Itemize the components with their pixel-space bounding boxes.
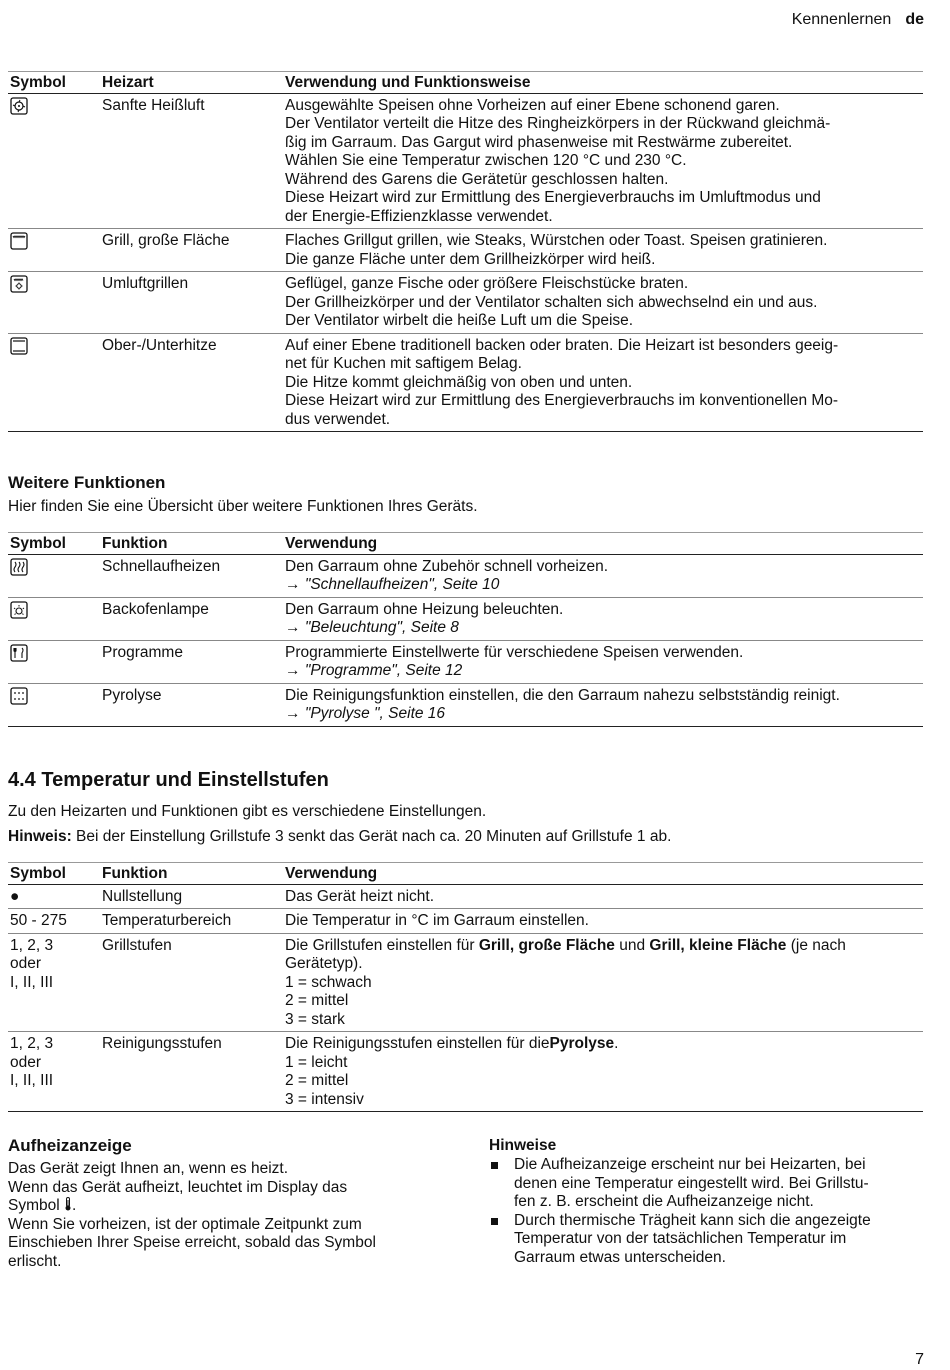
heizart-name: Sanfte Heißluft: [100, 93, 283, 229]
section-intro: Zu den Heizarten und Funktionen gibt es verschiedene Einstellungen.: [8, 803, 487, 820]
gentle-convection-icon: [10, 97, 28, 115]
table-header-row: [8, 533, 923, 555]
function-name: Reinigungsstufen: [100, 1032, 283, 1112]
col-header-verwendung: Verwendung: [283, 863, 923, 885]
page-reference: "Programme", Seite 12: [304, 662, 463, 679]
table-row: [8, 884, 923, 909]
hint-text: Bei der Einstellung Grillstufe 3 senkt das Gerät nach ca. 20 Minuten auf Grillstufe 1 ab.: [71, 828, 672, 845]
function-description: Den Garraum ohne Heizung beleuchten. → "Beleuchtung", Seite 8: [283, 597, 923, 640]
settings-table: [8, 862, 923, 1112]
grill-levels-symbol: 1, 2, 3 oder I, II, III: [8, 933, 100, 1032]
notes-list: [489, 1156, 929, 1267]
heizart-description: Auf einer Ebene traditionell backen oder braten. Die Heizart ist besonders geeig- net für Kuchen mit saftigem Belag. Die Hitze kommt gleichmäßig von oben und unten. Diese Heizart wird zur Ermittlung des Energieverbrauchs im konventionellen Mo- dus verwendet.: [283, 333, 923, 432]
function-name: Pyrolyse: [100, 683, 283, 726]
rapid-heat-icon: [10, 558, 28, 576]
grill-large-area-icon: [10, 232, 28, 250]
hint-paragraph: [8, 828, 671, 847]
table-header-row: [8, 863, 923, 885]
thermometer-icon: [64, 1197, 72, 1211]
function-name: Temperaturbereich: [100, 909, 283, 934]
section-title-weitere-funktionen: Weitere Funktionen: [8, 473, 166, 492]
function-description: Die Temperatur in °C im Garraum einstellen.: [283, 909, 923, 934]
arrow-icon: →: [285, 619, 301, 636]
table-row: [8, 640, 923, 683]
col-header-funktion: Funktion: [100, 863, 283, 885]
section-intro: Hier finden Sie eine Übersicht über weitere Funktionen Ihres Geräts.: [8, 498, 478, 515]
heat-indicator-text: Das Gerät zeigt Ihnen an, wenn es heizt. Wenn das Gerät aufheizt, leuchtet im Display das Symbol . Wenn Sie vorheizen, ist der optimale Zeitpunkt zum Einschieben Ihrer Speise erreicht, sobald das Symbol erlischt.: [8, 1160, 376, 1270]
pyrolysis-icon: [10, 687, 28, 705]
convection-grill-icon: [10, 275, 28, 293]
notes-title: Hinweise: [489, 1137, 557, 1154]
col-header-heizart: Heizart: [100, 72, 283, 94]
arrow-icon: →: [285, 705, 301, 722]
table-row: [8, 933, 923, 1032]
table-row: [8, 597, 923, 640]
function-name: Schnellaufheizen: [100, 554, 283, 597]
top-bottom-heat-icon: [10, 337, 28, 355]
programmes-icon: [10, 644, 28, 662]
table-row: [8, 333, 923, 432]
col-header-symbol: Symbol: [8, 72, 100, 94]
page-reference: "Pyrolyse ", Seite 16: [304, 705, 446, 722]
table-row: [8, 229, 923, 272]
temperature-range-symbol: 50 - 275: [8, 909, 100, 934]
cleaning-levels-symbol: 1, 2, 3 oder I, II, III: [8, 1032, 100, 1112]
table-header-row: [8, 72, 923, 94]
heizart-name: Umluftgrillen: [100, 272, 283, 334]
hint-label: Hinweis:: [8, 828, 72, 845]
arrow-icon: →: [285, 662, 301, 679]
col-header-symbol: Symbol: [8, 533, 100, 555]
function-description: Die Reinigungsstufen einstellen für diePyrolyse. 1 = leicht 2 = mittel 3 = intensiv: [283, 1032, 923, 1112]
section-title-aufheizanzeige: Aufheizanzeige: [8, 1136, 132, 1155]
heizart-name: Grill, große Fläche: [100, 229, 283, 272]
arrow-icon: →: [285, 576, 301, 593]
function-name: Programme: [100, 640, 283, 683]
list-item: Durch thermische Trägheit kann sich die angezeigte Temperatur von der tatsächlichen Temperatur im Garraum etwas unterscheiden.: [489, 1212, 929, 1268]
function-description: Die Reinigungsfunktion einstellen, die den Garraum nahezu selbstständig reinigt. → "Pyrolyse ", Seite 16: [283, 683, 923, 726]
table-row: [8, 93, 923, 229]
page-reference: "Schnellaufheizen", Seite 10: [304, 576, 500, 593]
oven-lamp-icon: [10, 601, 28, 619]
page-number: 7: [915, 1351, 924, 1368]
page-reference: "Beleuchtung", Seite 8: [304, 619, 459, 636]
table-row: [8, 554, 923, 597]
col-header-funktion: Funktion: [100, 533, 283, 555]
function-description: Den Garraum ohne Zubehör schnell vorheizen. → "Schnellaufheizen", Seite 10: [283, 554, 923, 597]
table-row: [8, 683, 923, 726]
running-header: [792, 11, 924, 30]
heizart-description: Ausgewählte Speisen ohne Vorheizen auf einer Ebene schonend garen. Der Ventilator verteilt die Hitze des Ringheizkörpers in der Rückwand gleichmä- ßig im Garraum. Das Gargut wird phasenweise mit Restwärme zubereitet. Wählen Sie eine Temperatur zwischen 120 °C und 230 °C. Während des Garens die Gerätetür geschlossen halten. Diese Heizart wird zur Ermittlung des Energieverbrauchs im Umluftmodus und der Energie-Effizienzklasse verwendet.: [283, 93, 923, 229]
heizart-name: Ober-/Unterhitze: [100, 333, 283, 432]
function-name: Grillstufen: [100, 933, 283, 1032]
function-description: Die Grillstufen einstellen für Grill, große Fläche und Grill, kleine Fläche (je nach Gerätetyp). 1 = schwach 2 = mittel 3 = stark: [283, 933, 923, 1032]
functions-table: [8, 532, 923, 727]
table-row: [8, 272, 923, 334]
header-section: Kennenlernen: [791, 11, 892, 28]
function-description: Programmierte Einstellwerte für verschiedene Speisen verwenden. → "Programme", Seite 12: [283, 640, 923, 683]
heizart-description: Flaches Grillgut grillen, wie Steaks, Würstchen oder Toast. Speisen gratinieren. Die ganze Fläche unter dem Grillheizkörper wird heiß.: [283, 229, 923, 272]
zero-position-symbol: ●: [8, 884, 100, 909]
table-row: [8, 1032, 923, 1112]
table-row: [8, 909, 923, 934]
col-header-verwendung: Verwendung und Funktionsweise: [283, 72, 923, 94]
header-language: de: [905, 11, 924, 28]
heizart-description: Geflügel, ganze Fische oder größere Fleischstücke braten. Der Grillheizkörper und der Ventilator schalten sich abwechselnd ein und aus. Der Ventilator wirbelt die heiße Luft um die Speise.: [283, 272, 923, 334]
list-item: Die Aufheizanzeige erscheint nur bei Heizarten, bei denen eine Temperatur eingestellt wird. Bei Grillstu- fen z. B. erscheint die Aufheizanzeige nicht.: [489, 1156, 929, 1212]
function-description: Das Gerät heizt nicht.: [283, 884, 923, 909]
col-header-verwendung: Verwendung: [283, 533, 923, 555]
heating-types-table: [8, 71, 923, 432]
section-title-4-4: 4.4 Temperatur und Einstellstufen: [8, 769, 329, 791]
col-header-symbol: Symbol: [8, 863, 100, 885]
function-name: Backofenlampe: [100, 597, 283, 640]
function-name: Nullstellung: [100, 884, 283, 909]
